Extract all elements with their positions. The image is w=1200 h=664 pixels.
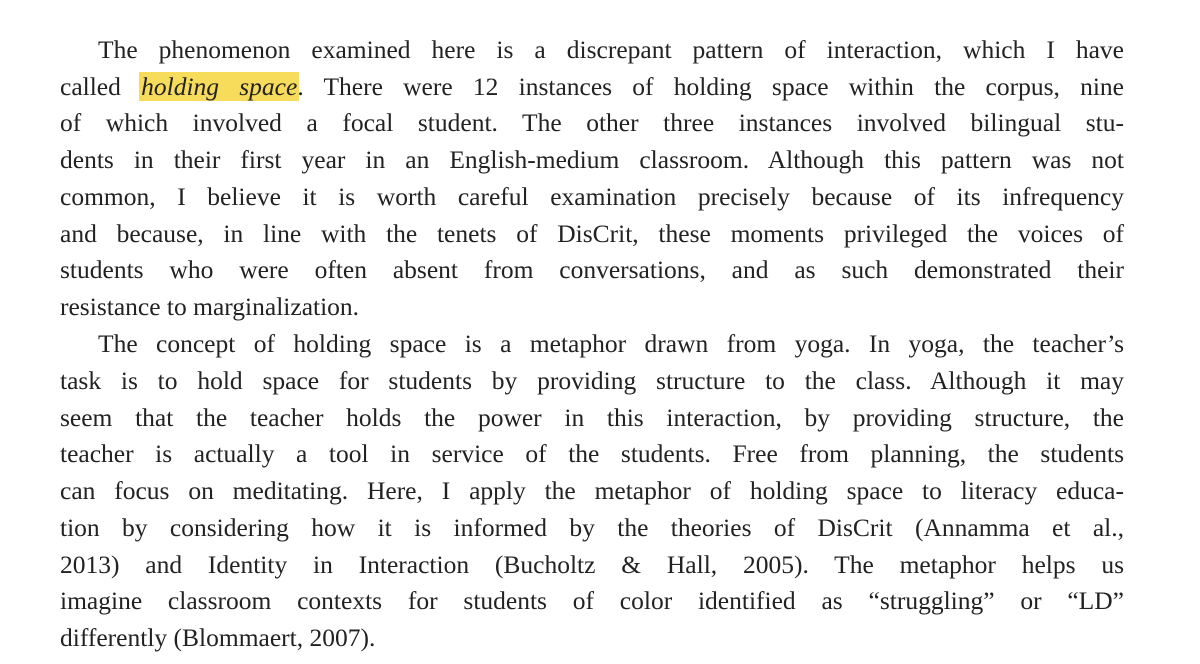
text-line: of which involved a focal student. The other three instances involved bilingual stu- xyxy=(60,108,1124,137)
text-line: dents in their first year in an English-medium classroom. Although this pattern was not xyxy=(60,145,1124,174)
text-line: seem that the teacher holds the power in this interaction, by providing structure, the xyxy=(60,403,1124,432)
text-line: task is to hold space for students by providing structure to the class. Although it may xyxy=(60,366,1124,395)
text-line: imagine classroom contexts for students of color identified as “struggling” or “LD” xyxy=(60,586,1124,615)
text-line: common, I believe it is worth careful examination precisely because of its infrequency xyxy=(60,182,1124,211)
text-span: . There were 12 instances of holding space within the corpus, nine xyxy=(297,72,1125,101)
text-line: teacher is actually a tool in service of the students. Free from planning, the students xyxy=(60,439,1124,468)
text-line-with-highlight xyxy=(60,70,1124,104)
text-span: called xyxy=(60,72,121,101)
text-line: differently (Blommaert, 2007). xyxy=(60,623,376,652)
text-line: can focus on meditating. Here, I apply the metaphor of holding space to literacy educa- xyxy=(60,476,1124,505)
highlighted-term[interactable]: holding space xyxy=(141,72,298,101)
text-line: tion by considering how it is informed by the theories of DisCrit (Annamma et al., xyxy=(60,513,1124,542)
text-line: The phenomenon examined here is a discrepant pattern of interaction, which I have xyxy=(98,35,1124,64)
text-line: resistance to marginalization. xyxy=(60,292,360,321)
text-line: and because, in line with the tenets of DisCrit, these moments privileged the voices of xyxy=(60,219,1124,248)
text-line: The concept of holding space is a metaphor drawn from yoga. In yoga, the teacher’s xyxy=(98,329,1124,358)
text-line: students who were often absent from conversations, and as such demonstrated their xyxy=(60,255,1124,284)
text-line: 2013) and Identity in Interaction (Bucholtz & Hall, 2005). The metaphor helps us xyxy=(60,550,1124,579)
